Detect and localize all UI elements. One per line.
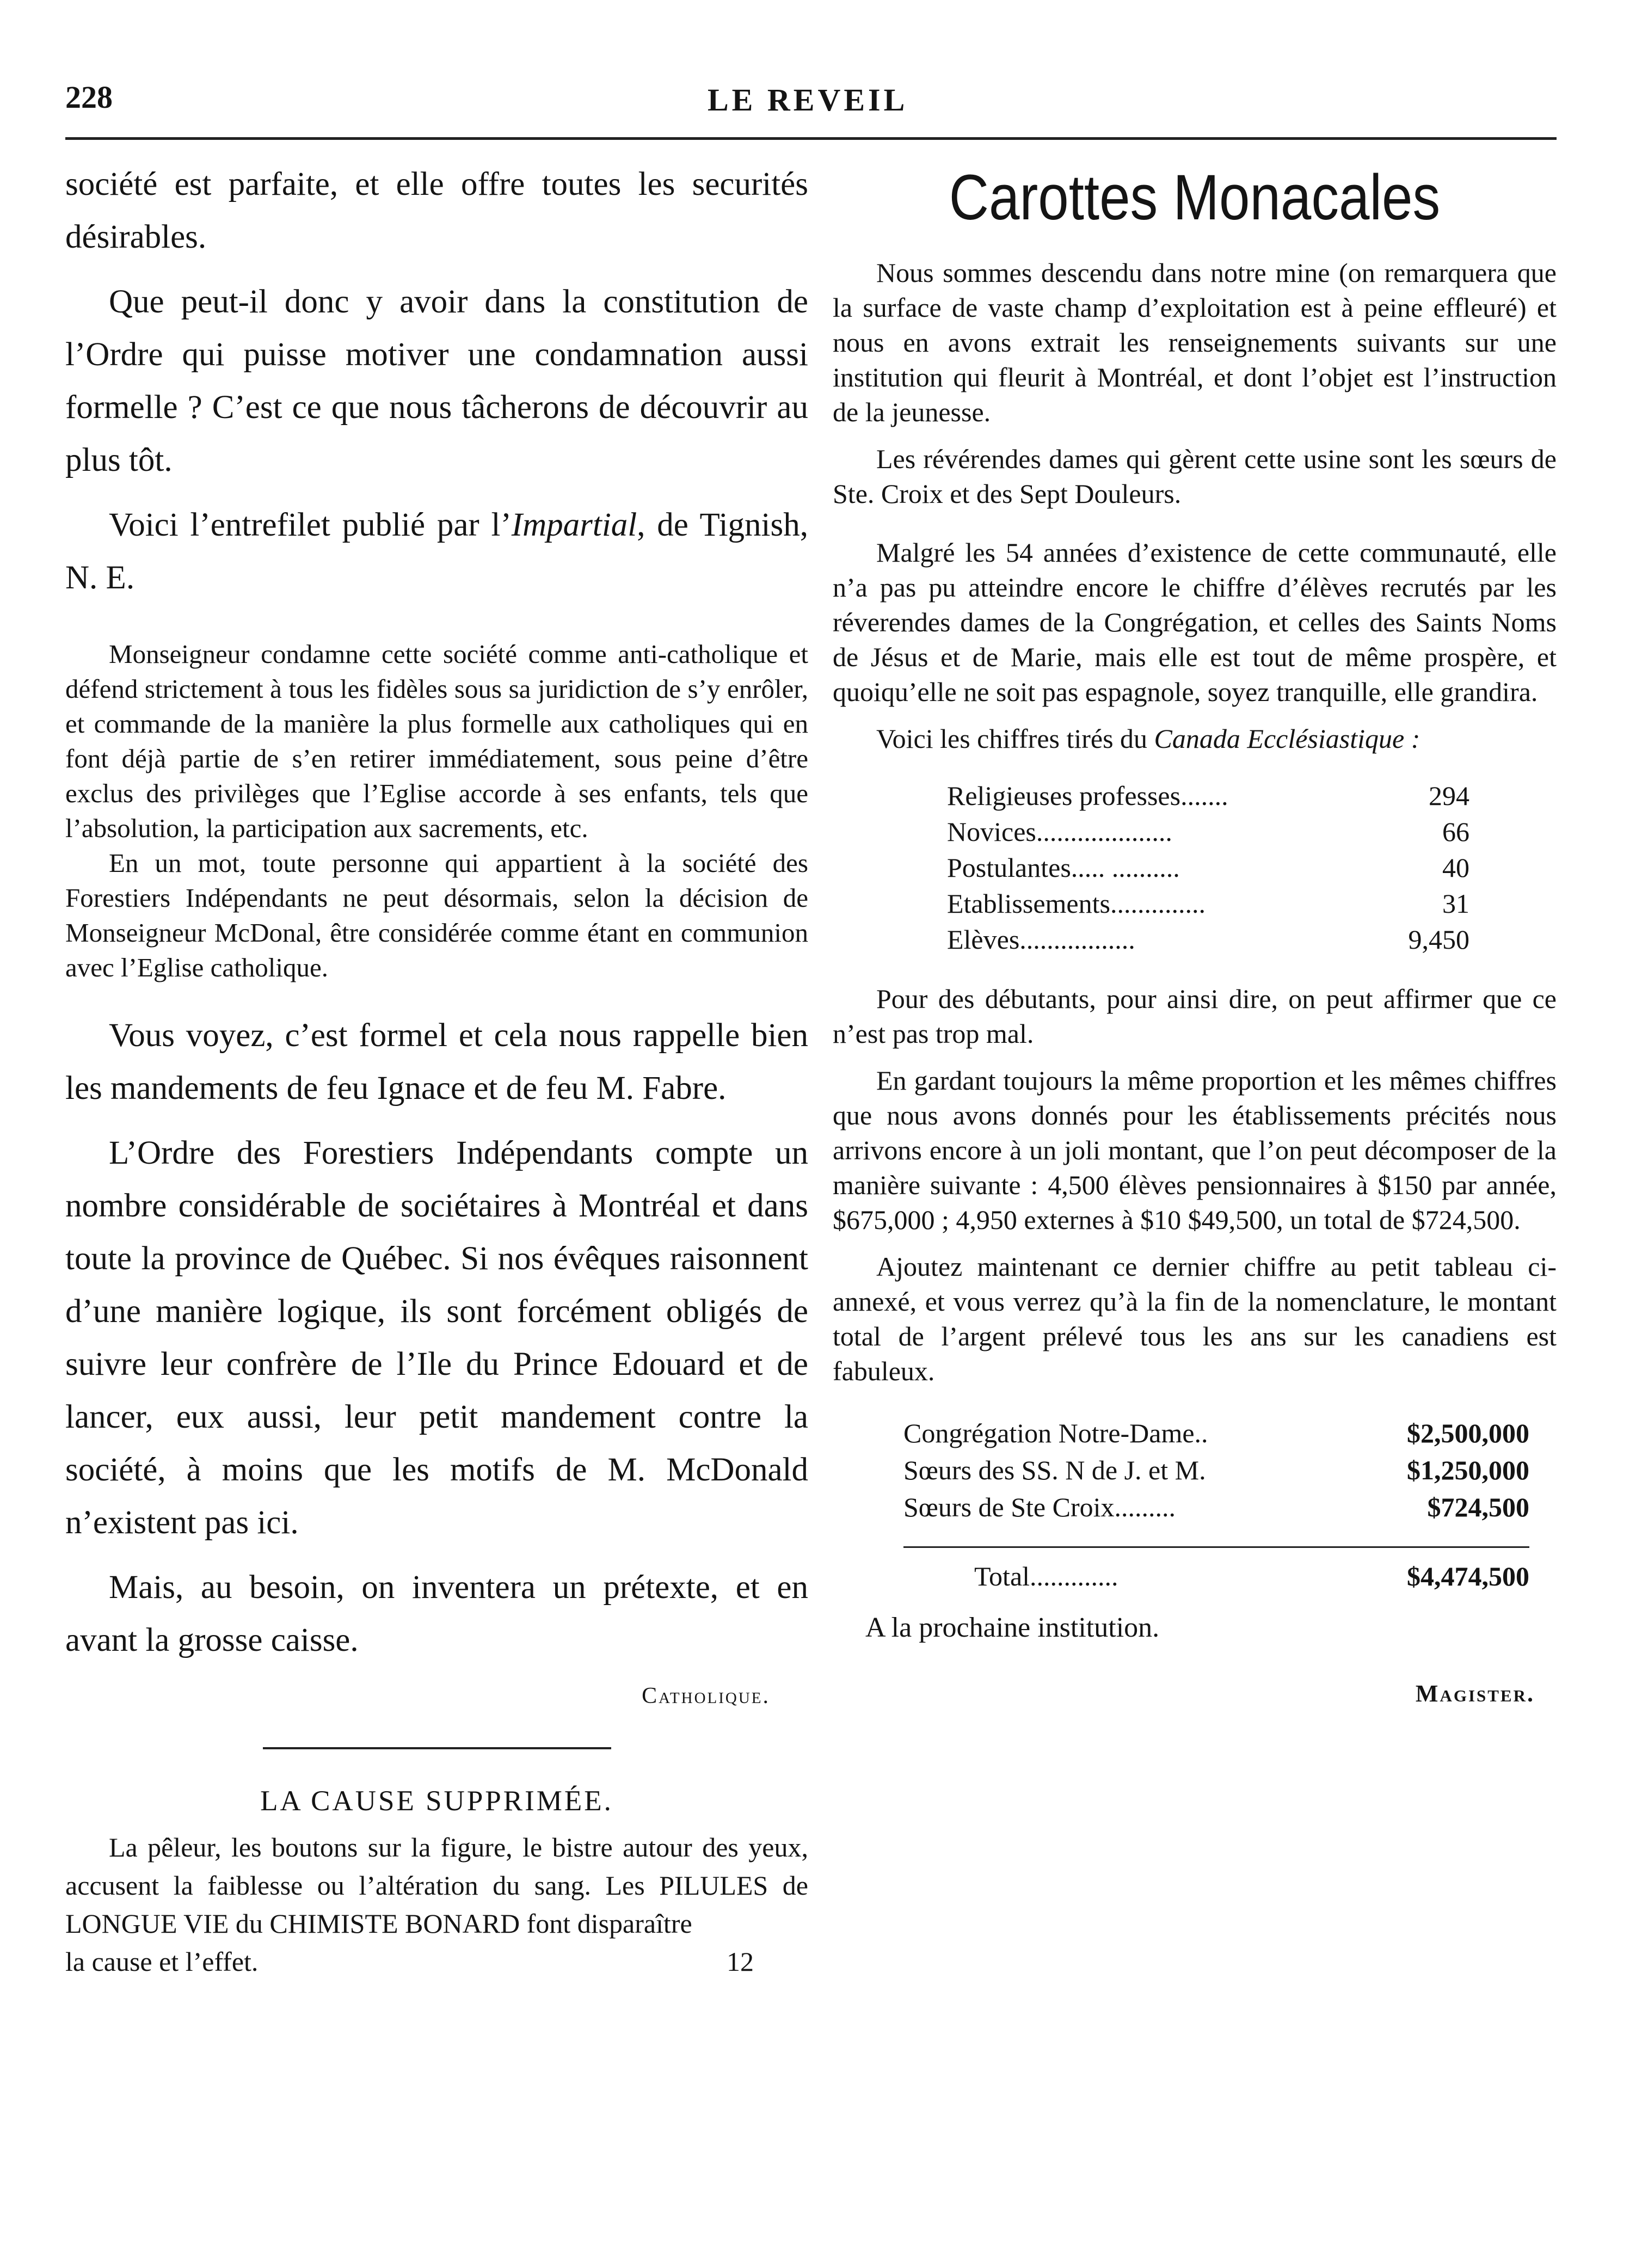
- table-row: [903, 1489, 1529, 1526]
- signature-text: Catholique.: [642, 1683, 770, 1708]
- paragraph: L’Ordre des Forestiers Indépendants compte un nombre considérable de sociétaires à Montréal et dans toute la province de Québec. Si nos évêques raisonnent d’une manière logique, ils sont forcément obligés de suivre leur confrère de l’Ile du Prince Edouard et de lancer, eux aussi, leur petit mandement contre la société, à moins que les motifs de M. McDonald n’existent pas ici.: [65, 1135, 808, 1541]
- header-rule: [65, 137, 1557, 140]
- right-column: [833, 158, 1557, 1707]
- section-divider: [263, 1747, 611, 1749]
- text: Voici l’entrefilet publié par l’: [109, 507, 512, 543]
- ad-text: La pêleur, les boutons sur la figure, le bistre autour des yeux, accusent la faiblesse ou l’altération du sang. Les PILULES de LONGUE VIE du CHIMISTE BONARD font disparaître: [65, 1832, 808, 1939]
- table-row: [903, 1452, 1529, 1489]
- row-label: Postulantes..... ..........: [947, 852, 1180, 883]
- row-value: 31: [1442, 888, 1469, 919]
- row-label: Sœurs de Ste Croix.........: [903, 1492, 1176, 1522]
- paragraph-impartial: [65, 499, 808, 604]
- paragraph: Que peut-il donc y avoir dans la constitution de l’Ordre qui puisse motiver une condamnation aussi formelle ? C’est ce que nous tâcherons de découvrir au plus tôt.: [65, 284, 808, 478]
- quote-paragraph: En un mot, toute personne qui appartient à la société des Forestiers Indépendants ne peut désormais, selon la décision de Monseigneur McDonal, être considérée comme étant en communion avec l’Eglise catholique.: [65, 848, 808, 982]
- article-title: Carottes Monacales: [949, 162, 1441, 233]
- paragraph: Mais, au besoin, on inventera un prétexte, et en avant la grosse caisse.: [65, 1569, 808, 1658]
- row-value: 66: [1442, 816, 1469, 847]
- row-label: Congrégation Notre-Dame..: [903, 1418, 1208, 1448]
- quote-paragraph: Monseigneur condamne cette société comme anti-catholique et défend strictement à tous les fidèles sous sa juridiction de s’y enrôler, et commande de la manière la plus formelle aux catholiques qui en font déjà partie de s’en retirer immédiatement, sous peine d’être exclus des privilèges que l’Eglise accorde à ses enfants, tels que l’absolution, la participation aux sacrements, etc.: [65, 639, 808, 843]
- table-row: [947, 886, 1469, 921]
- table-row: [947, 778, 1469, 814]
- row-value: $1,250,000: [1407, 1455, 1529, 1485]
- total-label: Total.............: [974, 1561, 1118, 1591]
- signature-text: Magister.: [1415, 1680, 1535, 1707]
- table-row: [903, 1415, 1529, 1452]
- signature-catholique: [65, 1683, 770, 1709]
- paragraph: Nous sommes descendu dans notre mine (on remarquera que la surface de vaste champ d’exploitation est à peine effleuré) et nous en avons extrait les renseignements suivants sur une institution qui fleurit à Montréal, et dont l’objet est l’instruction de la jeunesse.: [833, 257, 1557, 427]
- row-value: $724,500: [1427, 1492, 1529, 1522]
- row-value: 294: [1429, 780, 1469, 811]
- page-header: [0, 0, 1642, 131]
- page-number: 228: [65, 79, 113, 115]
- row-label: Elèves.................: [947, 924, 1135, 955]
- totals-table: [903, 1415, 1529, 1595]
- closing-line: A la prochaine institution.: [865, 1612, 1160, 1643]
- row-label: Etablissements..............: [947, 888, 1206, 919]
- paragraph: Malgré les 54 années d’existence de cette communauté, elle n’a pas pu atteindre encore le chiffre d’élèves recrutés par les réverendes dames de la Congrégation, et celles des Saints Noms de Jésus et de Marie, mais elle est tout de même prospère, et quoiqu’elle ne soit pas espagnole, soyez tranquille, elle grandira.: [833, 537, 1557, 707]
- row-label: Sœurs des SS. N de J. et M.: [903, 1455, 1206, 1485]
- grand-total-row: [903, 1546, 1529, 1595]
- row-label: Novices....................: [947, 816, 1172, 847]
- paragraph: En gardant toujours la même proportion et les mêmes chiffres que nous avons donnés pour les établissements précités nous arrivons encore à un joli montant, que l’on peut décomposer de la manière suivante : 4,500 élèves pensionnaires à $150 par année, $675,000 ; 4,950 externes à $10 $49,500, un total de $724,500.: [833, 1065, 1557, 1235]
- total-value: $4,474,500: [1407, 1561, 1529, 1591]
- paragraph: Les révérendes dames qui gèrent cette usine sont les sœurs de Ste. Croix et des Sept Douleurs.: [833, 444, 1557, 509]
- ad-title: LA CAUSE SUPPRIMÉE.: [260, 1785, 613, 1817]
- running-title: LE REVEIL: [708, 82, 908, 118]
- paragraph: Ajoutez maintenant ce dernier chiffre au petit tableau ci-annexé, et vous verrez qu’à la fin de la nomenclature, le montant total de l’argent prélevé tous les ans sur les canadiens est fabuleux.: [833, 1251, 1557, 1386]
- row-label: Religieuses professes.......: [947, 780, 1228, 811]
- ad-last-line: [65, 1943, 808, 1981]
- table-row: [947, 921, 1469, 957]
- paragraph: Pour des débutants, pour ainsi dire, on peut affirmer que ce n’est pas trop mal.: [833, 984, 1557, 1049]
- quoted-notice: [65, 637, 808, 985]
- paragraph-source: [833, 721, 1557, 756]
- row-value: $2,500,000: [1407, 1418, 1529, 1448]
- row-value: 40: [1442, 852, 1469, 883]
- paragraph: Vous voyez, c’est formel et cela nous rappelle bien les mandements de feu Ignace et de feu M. Fabre.: [65, 1017, 808, 1107]
- source-name: Canada Ecclésiastique :: [1154, 723, 1420, 754]
- table-row: [947, 850, 1469, 886]
- signature-magister: [833, 1680, 1535, 1707]
- ad-text-end: la cause et l’effet.: [65, 1946, 259, 1977]
- text: , de Tignish, N. E.: [65, 507, 808, 596]
- table-row: [947, 814, 1469, 850]
- text: Voici les chiffres tirés du: [876, 723, 1154, 754]
- statistics-table: [947, 778, 1469, 957]
- ad-number: 12: [727, 1946, 754, 1977]
- newspaper-name: Impartial: [511, 507, 637, 543]
- row-value: 9,450: [1408, 924, 1469, 955]
- left-column: [65, 158, 808, 1981]
- paragraph-continuation: société est parfaite, et elle offre toutes les securités désirables.: [65, 166, 808, 255]
